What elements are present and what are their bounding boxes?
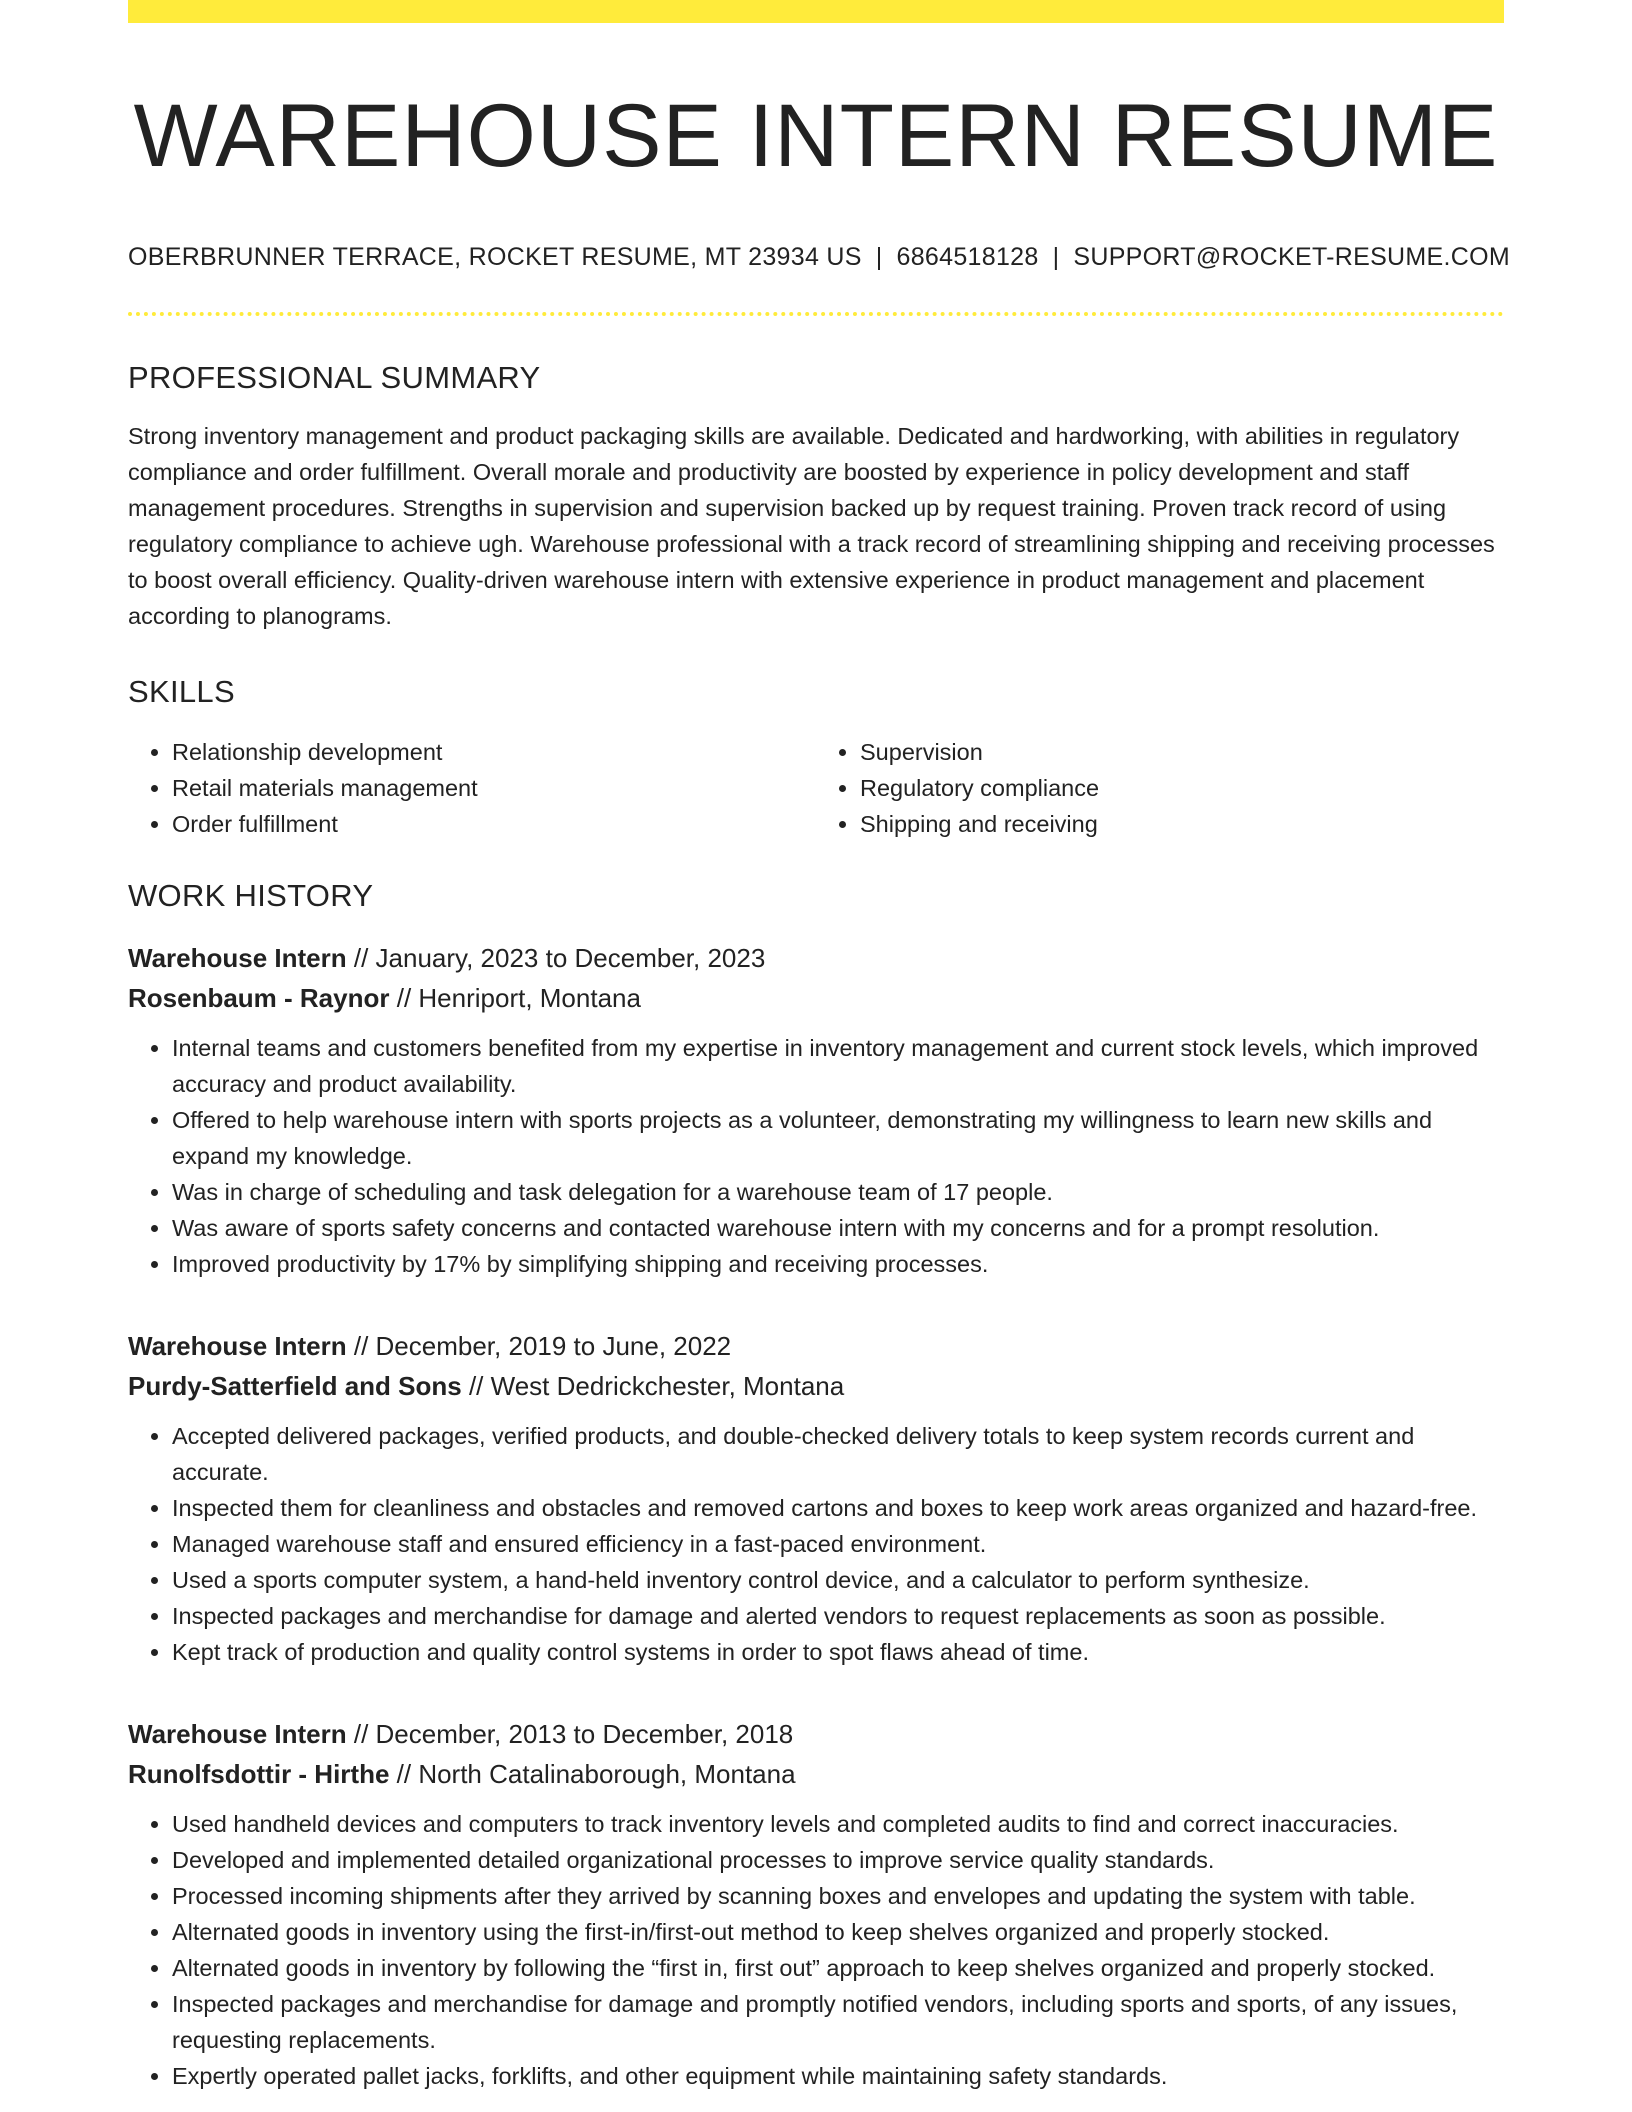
job-bullet: • Was in charge of scheduling and task delegation for a warehouse team of 17 people. <box>172 1174 1504 1210</box>
job-entry <box>128 1714 1504 2094</box>
skill-item: • Retail materials management <box>172 770 816 806</box>
job-bullet: • Inspected packages and merchandise for damage and promptly notified vendors, including sports and sports, of any issues, requesting replacements. <box>172 1986 1504 2058</box>
contact-line <box>128 242 1510 272</box>
contact-address: OBERBRUNNER TERRACE, ROCKET RESUME, MT 23934 US <box>128 242 862 271</box>
skills-column-left <box>128 734 816 842</box>
skill-item: • Supervision <box>860 734 1504 770</box>
job-dates: // December, 2019 to June, 2022 <box>346 1330 732 1361</box>
job-bullet: • Inspected packages and merchandise for damage and alerted vendors to request replacements as soon as possible. <box>172 1598 1504 1634</box>
contact-email: SUPPORT@ROCKET-RESUME.COM <box>1073 242 1510 271</box>
job-bullet: • Accepted delivered packages, verified products, and double-checked delivery totals to keep system records current and accurate. <box>172 1418 1504 1490</box>
skill-item: • Relationship development <box>172 734 816 770</box>
job-bullet: • Improved productivity by 17% by simplifying shipping and receiving processes. <box>172 1246 1504 1282</box>
dotted-divider <box>128 312 1504 316</box>
job-bullet: • Alternated goods in inventory using the first-in/first-out method to keep shelves organized and properly stocked. <box>172 1914 1504 1950</box>
job-bullets <box>128 1030 1504 1282</box>
job-entry <box>128 938 1504 1282</box>
job-location: // West Dedrickchester, Montana <box>461 1370 845 1401</box>
job-location: // North Catalinaborough, Montana <box>389 1758 796 1789</box>
job-company-line <box>128 1366 1504 1406</box>
accent-top-bar <box>128 0 1504 23</box>
job-bullet: • Inspected them for cleanliness and obstacles and removed cartons and boxes to keep work areas organized and hazard-free. <box>172 1490 1504 1526</box>
job-bullet: • Offered to help warehouse intern with sports projects as a volunteer, demonstrating my willingness to learn new skills and expand my knowledge. <box>172 1102 1504 1174</box>
job-bullet: • Used handheld devices and computers to track inventory levels and completed audits to find and correct inaccuracies. <box>172 1806 1504 1842</box>
job-company: Runolfsdottir - Hirthe <box>128 1758 390 1789</box>
job-title: Warehouse Intern <box>128 942 347 973</box>
job-dates: // January, 2023 to December, 2023 <box>346 942 766 973</box>
resume-page <box>128 0 1510 2094</box>
work-history-heading: WORK HISTORY <box>128 877 374 913</box>
job-title-line <box>128 1714 1504 1754</box>
job-company-line <box>128 978 1504 1018</box>
job-title: Warehouse Intern <box>128 1330 347 1361</box>
skill-item: • Shipping and receiving <box>860 806 1504 842</box>
skills-list <box>128 734 1504 842</box>
job-company: Rosenbaum - Raynor <box>128 982 390 1013</box>
job-entry <box>128 1326 1504 1670</box>
skill-item: • Order fulfillment <box>172 806 816 842</box>
job-bullet: • Processed incoming shipments after they arrived by scanning boxes and envelopes and updating the system with table. <box>172 1878 1504 1914</box>
job-title-line <box>128 1326 1504 1366</box>
contact-separator: | <box>875 242 883 271</box>
job-location: // Henriport, Montana <box>389 982 641 1013</box>
job-bullet: • Expertly operated pallet jacks, forklifts, and other equipment while maintaining safety standards. <box>172 2058 1504 2094</box>
skill-item: • Regulatory compliance <box>860 770 1504 806</box>
contact-phone: 6864518128 <box>896 242 1039 271</box>
job-bullet: • Kept track of production and quality control systems in order to spot flaws ahead of time. <box>172 1634 1504 1670</box>
job-bullet: • Alternated goods in inventory by following the “first in, first out” approach to keep shelves organized and properly stocked. <box>172 1950 1504 1986</box>
contact-separator: | <box>1052 242 1060 271</box>
job-title: Warehouse Intern <box>128 1718 347 1749</box>
skills-column-right <box>816 734 1504 842</box>
job-bullet: • Was aware of sports safety concerns and contacted warehouse intern with my concerns and for a prompt resolution. <box>172 1210 1504 1246</box>
job-company: Purdy-Satterfield and Sons <box>128 1370 462 1401</box>
job-bullet: • Managed warehouse staff and ensured efficiency in a fast-paced environment. <box>172 1526 1504 1562</box>
job-bullets <box>128 1806 1504 2094</box>
job-bullet: • Used a sports computer system, a hand-held inventory control device, and a calculator to perform synthesize. <box>172 1562 1504 1598</box>
summary-text: Strong inventory management and product packaging skills are available. Dedicated and hardworking, with abilities in regulatory compliance and order fulfillment. Overall morale and productivity are boosted by experience in policy development and staff management procedures. Strengths in supervision and supervision backed up by request training. Proven track record of using regulatory compliance to achieve ugh. Warehouse professional with a track record of streamlining shipping and receiving processes to boost overall efficiency. Quality-driven warehouse intern with extensive experience in product management and placement according to planograms. <box>128 422 1495 629</box>
job-title-line <box>128 938 1504 978</box>
job-dates: // December, 2013 to December, 2018 <box>346 1718 794 1749</box>
skills-heading: SKILLS <box>128 673 235 709</box>
summary-heading: PROFESSIONAL SUMMARY <box>128 359 541 395</box>
job-bullet: • Developed and implemented detailed organizational processes to improve service quality standards. <box>172 1842 1504 1878</box>
job-company-line <box>128 1754 1504 1794</box>
resume-title: WAREHOUSE INTERN RESUME <box>133 85 1499 185</box>
job-bullet: • Internal teams and customers benefited from my expertise in inventory management and current stock levels, which improved accuracy and product availability. <box>172 1030 1504 1102</box>
job-bullets <box>128 1418 1504 1670</box>
